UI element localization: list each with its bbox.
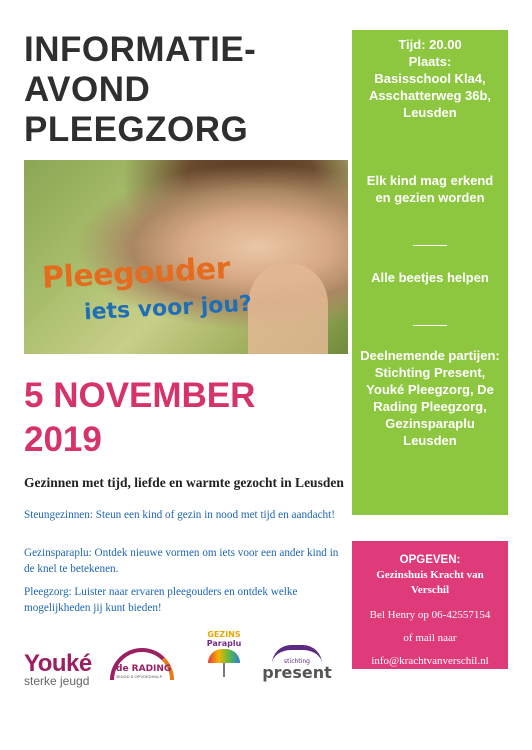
gezinsparaplu-logo (200, 630, 248, 690)
child-photo (24, 160, 348, 354)
de-rading-logo (110, 648, 172, 708)
motto-2: Alle beetjes helpen (371, 270, 489, 285)
event-date (24, 374, 334, 462)
youke-name: Youké (24, 650, 92, 677)
paraplu-top-text: GEZINS (207, 630, 241, 639)
signup-phone: Bel Henry op 06-42557154 (369, 609, 491, 621)
youke-tagline: sterke jeugd (24, 674, 90, 688)
rading-name: de RADING (116, 664, 172, 674)
umbrella-handle-icon (223, 663, 225, 677)
youke-logo (24, 650, 92, 710)
motto-1: Elk kind mag erkend en gezien worden (366, 173, 494, 205)
signup-email[interactable]: info@krachtvanverschil.nl (371, 655, 489, 667)
event-place: Basisschool Kla4, Asschatterweg 36b, Leusden (368, 71, 492, 120)
title-line-1: INFORMATIE- (24, 30, 257, 69)
child-hand-shape (248, 264, 328, 354)
partners: Deelnemende partijen: Stichting Present, Youké Pleegzorg, De Rading Pleegzorg, Gezinsparaplu Leusden (360, 348, 500, 448)
info-sidebar (352, 30, 508, 515)
event-time: Tijd: 20.00 (398, 37, 462, 52)
pleegouder-slogan: iets voor jou? (83, 291, 253, 326)
place-label: Plaats: (408, 54, 452, 69)
date-line-2: 2019 (24, 420, 102, 459)
stichting-present-logo (262, 645, 332, 705)
signup-box (352, 541, 508, 669)
signup-heading: OPGEVEN: (399, 554, 461, 566)
separator-2 (413, 325, 447, 326)
paragraph-gezinsparaplu: Gezinsparaplu: Ontdek nieuwe vormen om iets voor een ander kind in de knel te betekenen. (24, 547, 339, 575)
signup-org: Gezinshuis Kracht van Verschil (376, 569, 484, 596)
title-line-2: AVOND (24, 70, 151, 109)
umbrella-icon (208, 649, 240, 663)
date-line-1: 5 NOVEMBER (24, 376, 256, 415)
intro-heading: Gezinnen met tijd, liefde en warmte gezocht in Leusden (24, 475, 344, 490)
time-place-block (358, 36, 502, 121)
pleegouder-logo-text: Pleegouder (41, 251, 231, 296)
paragraph-steungezinnen: Steungezinnen: Steun een kind of gezin in nood met tijd en aandacht! (24, 509, 335, 521)
paraplu-bottom-text: Paraplu (206, 639, 242, 648)
paragraph-pleegzorg: Pleegzorg: Luister naar ervaren pleegouders en ontdek welke mogelijkheden jij kunt bieden! (24, 586, 298, 614)
separator-1 (413, 245, 447, 246)
title-line-3: PLEEGZORG (24, 110, 249, 149)
signup-or: of mail naar (403, 632, 457, 644)
event-title (24, 30, 334, 150)
present-top-text: stichting (284, 658, 310, 665)
present-name: present (262, 663, 332, 682)
rading-tagline: JEUGD & OPVOEDHULP (116, 674, 163, 679)
